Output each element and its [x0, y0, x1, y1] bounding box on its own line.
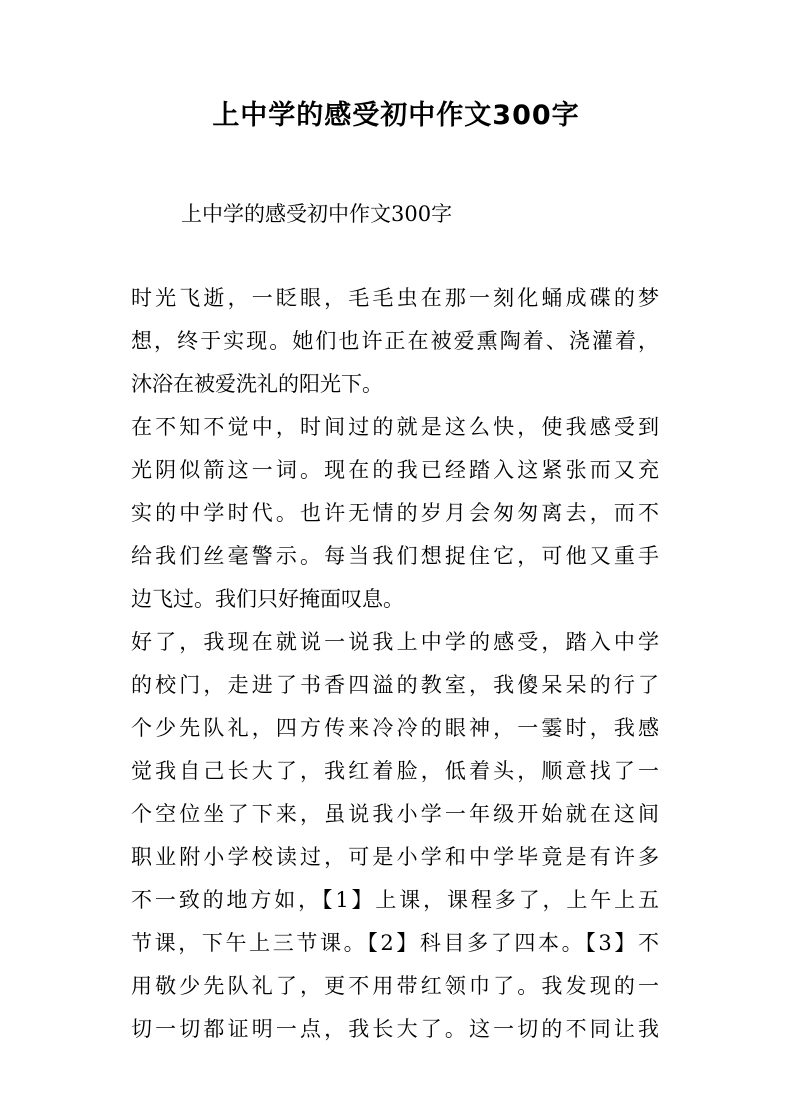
- paragraph-2: [131, 406, 671, 621]
- text-line: 在不知不觉中，时间过的就是这么快，使我感受到: [131, 415, 659, 439]
- text-line: 不一致的地方如，【1】上课，课程多了，上午上五: [131, 888, 659, 912]
- document-subtitle: 上中学的感受初中作文300字: [181, 202, 453, 226]
- text-line: 个少先队礼，四方传来冷冷的眼神，一霎时，我感: [131, 716, 659, 740]
- paragraph-3: [131, 621, 671, 1051]
- paragraph-1: [131, 277, 671, 406]
- text-line: 给我们丝毫警示。每当我们想捉住它，可他又重手: [131, 544, 659, 568]
- text-line: 的校门，走进了书香四溢的教室，我傻呆呆的行了: [131, 673, 659, 697]
- text-line: 沐浴在被爱洗礼的阳光下。: [131, 372, 383, 396]
- text-line: 好了，我现在就说一说我上中学的感受，踏入中学: [131, 630, 659, 654]
- document-title: 上中学的感受初中作文300字: [212, 100, 580, 131]
- text-line: 实的中学时代。也许无情的岁月会匆匆离去，而不: [131, 501, 659, 525]
- document-body: [131, 277, 671, 1051]
- text-line: 时光飞逝，一眨眼，毛毛虫在那一刻化蛹成碟的梦: [131, 286, 659, 310]
- text-line: 想，终于实现。她们也许正在被爱熏陶着、浇灌着，: [131, 329, 659, 353]
- text-line: 个空位坐了下来，虽说我小学一年级开始就在这间: [131, 802, 659, 826]
- text-line: 用敬少先队礼了，更不用带红领巾了。我发现的一: [131, 974, 659, 998]
- text-line: 切一切都证明一点，我长大了。这一切的不同让我: [131, 1017, 659, 1041]
- text-line: 光阴似箭这一词。现在的我已经踏入这紧张而又充: [131, 458, 659, 482]
- text-line: 职业附小学校读过，可是小学和中学毕竟是有许多: [131, 845, 659, 869]
- text-line: 边飞过。我们只好掩面叹息。: [131, 587, 404, 611]
- text-line: 觉我自己长大了，我红着脸，低着头，顺意找了一: [131, 759, 659, 783]
- text-line: 节课，下午上三节课。【2】科目多了四本。【3】不: [131, 931, 659, 955]
